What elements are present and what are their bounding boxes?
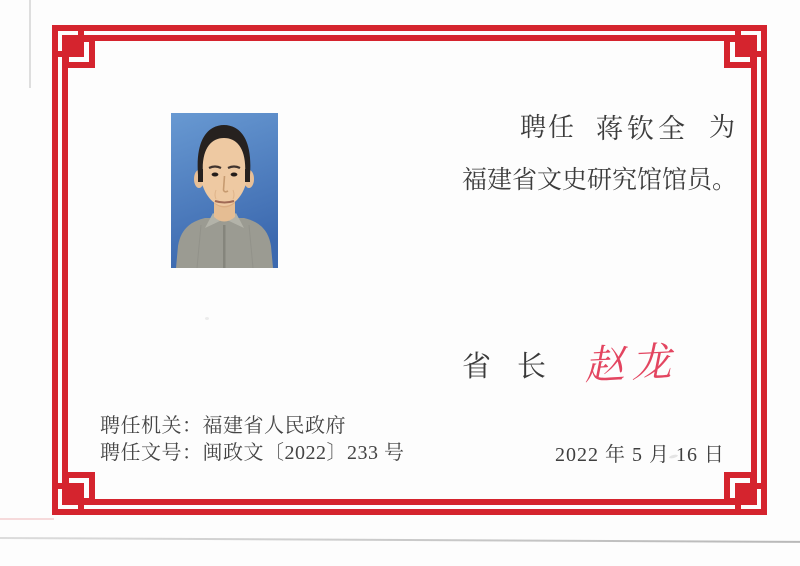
appointment-title-line: 福建省文史研究馆馆员。: [462, 167, 738, 194]
scan-red-smudge: [0, 518, 54, 520]
photo-sideburn: [245, 169, 250, 182]
signer-title: 省长: [462, 351, 573, 383]
ornament-square: [724, 36, 756, 68]
ornament-dot: [68, 41, 78, 51]
doc-number-label: 聘任文号：: [100, 442, 203, 464]
authority-value: 福建省人民政府: [202, 415, 346, 437]
appointment-line: [520, 107, 737, 146]
corner-ornament-top-left: [52, 25, 95, 68]
document-number-line: [100, 436, 405, 465]
corner-ornament-top-right: [724, 25, 767, 68]
ornament-dot: [741, 489, 751, 499]
appoint-prefix: 聘任: [520, 113, 577, 142]
ornament-dot: [68, 489, 78, 499]
id-photo-drawing: [171, 113, 278, 268]
corner-ornament-bottom-right: [724, 472, 767, 515]
authority-label: 聘任机关：: [100, 415, 203, 437]
ornament-square: [63, 472, 95, 504]
governor-signature: 赵龙: [583, 338, 680, 389]
photo-eye: [231, 173, 238, 177]
doc-number-value: 闽政文〔2022〕233 号: [202, 442, 405, 464]
appointee-name: 蒋钦全: [596, 114, 690, 144]
ornament-square: [724, 472, 756, 504]
photo-eye: [212, 173, 219, 177]
corner-ornament-bottom-left: [52, 472, 95, 515]
appoint-suffix: 为: [709, 113, 738, 142]
paper-edge-line: [29, 0, 31, 88]
ornament-dot: [741, 41, 751, 51]
photo-sideburn: [198, 169, 203, 182]
issuing-authority-line: [100, 409, 346, 438]
id-photo: [171, 113, 278, 268]
issue-date: 2022 年 5 月 16 日: [555, 444, 725, 466]
scan-shadow-bottom: [0, 537, 800, 543]
photo-placket: [223, 225, 226, 268]
